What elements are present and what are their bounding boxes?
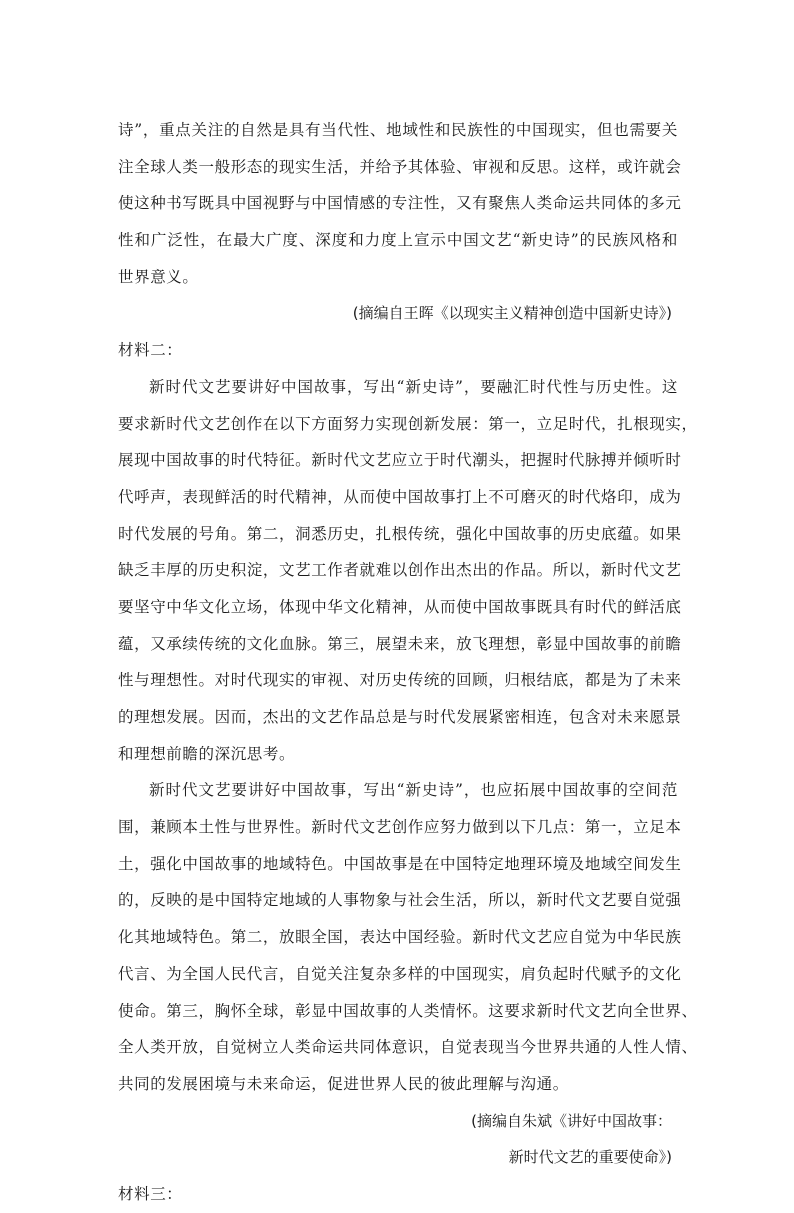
paragraph-line: 展现中国故事的时代特征。新时代文艺应立于时代潮头，把握时代脉搏并倾听时: [118, 451, 682, 470]
paragraph-line: 新时代文艺要讲好中国故事，写出“新史诗”，要融汇时代性与历史性。这: [149, 377, 678, 396]
paragraph-line: 和理想前瞻的深沉思考。: [118, 744, 296, 763]
paragraph-line: 代言、为全国人民代言，自觉关注复杂多样的中国现实，肩负起时代赋予的文化: [118, 964, 682, 983]
paragraph-line: 的，反映的是中国特定地域的人事物象与社会生活，所以，新时代文艺要自觉强: [118, 891, 682, 910]
paragraph-line: 围，兼顾本土性与世界性。新时代文艺创作应努力做到以下几点：第一，立足本: [118, 818, 682, 837]
paragraph-line: 性与理想性。对时代现实的审视、对历史传统的回顾，归根结底，都是为了未来: [118, 671, 682, 690]
paragraph-line: 世界意义。: [118, 267, 199, 286]
paragraph-line: 性和广泛性，在最大广度、深度和力度上宣示中国文艺“新史诗”的民族风格和: [118, 231, 678, 250]
section-heading: 材料三：: [118, 1184, 183, 1203]
paragraph-line: 化其地域特色。第二，放眼全国，表达中国经验。新时代文艺应自觉为中华民族: [118, 928, 682, 947]
paragraph-line: 要求新时代文艺创作在以下方面努力实现创新发展：第一，立足时代，扎根现实，: [118, 414, 698, 433]
paragraph-line: 缺乏丰厚的历史积淀，文艺工作者就难以创作出杰出的作品。所以，新时代文艺: [118, 561, 682, 580]
paragraph-line: 土，强化中国故事的地域特色。中国故事是在中国特定地理环境及地域空间发生: [118, 854, 682, 873]
paragraph-line: 代呼声，表现鲜活的时代精神，从而使中国故事打上不可磨灭的时代烙印，成为: [118, 487, 682, 506]
paragraph-line: 使这种书写既具中国视野与中国情感的专注性，又有聚焦人类命运共同体的多元: [118, 194, 682, 213]
paragraph-line: 使命。第三，胸怀全球，彰显中国故事的人类情怀。这要求新时代文艺向全世界、: [118, 1001, 698, 1020]
paragraph-line: 诗”，重点关注的自然是具有当代性、地域性和民族性的中国现实，但也需要关: [118, 121, 678, 139]
paragraph-line: 要坚守中华文化立场，体现中华文化精神，从而使中国故事既具有时代的鲜活底: [118, 597, 682, 616]
paragraph-line: 新时代文艺要讲好中国故事，写出“新史诗”，也应拓展中国故事的空间范: [149, 781, 678, 800]
source-citation: (摘编自王晖《以现实主义精神创造中国新史诗》): [352, 304, 672, 323]
paragraph-line: 蕴，又承续传统的文化血脉。第三，展望未来，放飞理想，彰显中国故事的前瞻: [118, 634, 682, 653]
section-heading: 材料二：: [118, 341, 183, 360]
paragraph-line: 共同的发展困境与未来命运，促进世界人民的彼此理解与沟通。: [118, 1074, 569, 1093]
source-citation: (摘编自朱斌《讲好中国故事：: [471, 1111, 672, 1130]
source-citation: 新时代文艺的重要使命》): [508, 1148, 672, 1167]
paragraph-line: 时代发展的号角。第二，洞悉历史，扎根传统，强化中国故事的历史底蕴。如果: [118, 524, 682, 543]
paragraph-line: 全人类开放，自觉树立人类命运共同体意识，自觉表现当今世界共通的人性人情、: [118, 1038, 698, 1057]
paragraph-line: 注全球人类一般形态的现实生活，并给予其体验、审视和反思。这样，或许就会: [118, 157, 682, 176]
document-page: [118, 112, 698, 1213]
paragraph-line: 的理想发展。因而，杰出的文艺作品总是与时代发展紧密相连，包含对未来愿景: [118, 708, 682, 726]
